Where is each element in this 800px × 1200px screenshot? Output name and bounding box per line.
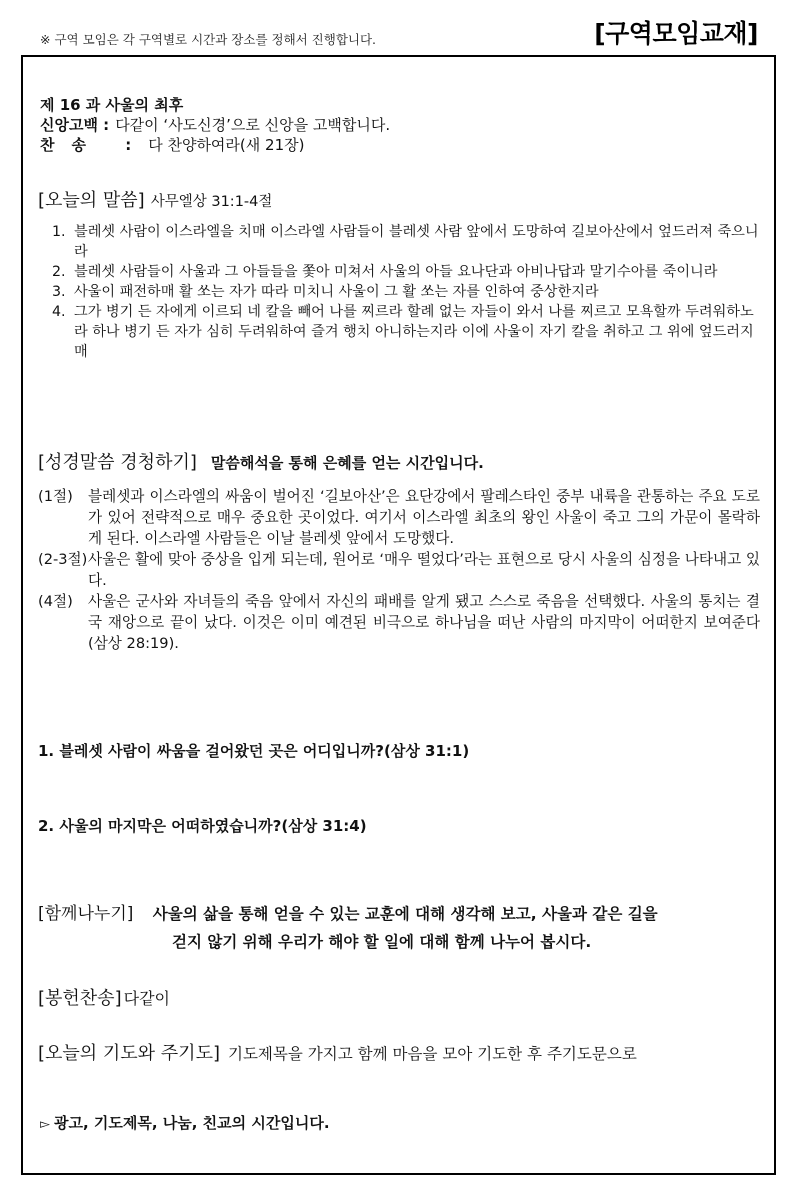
explanation-tag: (4절) [38, 593, 73, 610]
share-text-line-2: 걷지 않기 위해 우리가 해야 할 일에 대해 함께 나누어 봅시다. [172, 933, 592, 951]
hymn-label: 찬송 : [40, 136, 149, 154]
offering-section [38, 988, 170, 1010]
share-text-line-1: 사울의 삶을 통해 얻을 수 있는 교훈에 대해 생각해 보고, 사울과 같은 길을 [152, 905, 658, 923]
footer-text: 광고, 기도제목, 나눔, 친교의 시간입니다. [54, 1114, 330, 1132]
explanation-item [38, 591, 760, 654]
listen-section-subtitle: 말씀해석을 통해 은혜를 얻는 시간입니다. [210, 454, 484, 472]
prayer-text: 기도제목을 가지고 함께 마음을 모아 기도한 후 주기도문으로 [227, 1045, 637, 1063]
verse-text: 블레셋 사람들이 사울과 그 아들들을 쫓아 미쳐서 사울의 아들 요나단과 아비나답과 말기수아를 죽이니라 [74, 264, 718, 280]
confession-value: 다같이 ‘사도신경’으로 신앙을 고백합니다. [115, 116, 391, 134]
explanation-item [38, 549, 760, 591]
prayer-section-title: [오늘의 기도와 주기도] [38, 1043, 220, 1064]
explanation-item [38, 486, 760, 549]
word-section-title: [오늘의 말씀] [38, 190, 145, 211]
offering-section-title: [봉헌찬송] [38, 988, 122, 1009]
explanation-text: 사울은 활에 맞아 중상을 입게 되는데, 원어로 ‘매우 떨었다’라는 표현으로 당시 사울의 심정을 나타내고 있다. [88, 551, 760, 589]
verse-text: 사울이 패전하매 활 쏘는 자가 따라 미치니 사울이 그 활 쏘는 자를 인하여 중상한지라 [74, 284, 599, 300]
verse-text: 그가 병기 든 자에게 이르되 네 칼을 빼어 나를 찌르라 할례 없는 자들이 와서 나를 찌르고 모욕할까 두려워하노라 하나 병기 든 자가 심히 두려워하여 즐겨 행치 아니하는지라 이에 사울이 자기 칼을 취하고 그 위에 엎드러지매 [74, 304, 754, 360]
explanation-tag: (1절) [38, 488, 73, 505]
explanation-tag: (2-3절) [38, 551, 88, 568]
hymn-value: 다 찬양하여라(새 21장) [148, 136, 305, 154]
footer-line [40, 1112, 330, 1133]
verse-number: 3. [52, 284, 66, 300]
verse-list [52, 222, 764, 362]
listen-section-title: [성경말씀 경청하기] [38, 452, 197, 473]
word-section-header [38, 190, 272, 213]
question-2: 2. 사울의 마지막은 어떠하였습니까?(삼상 31:4) [38, 817, 367, 835]
confession-row [40, 115, 390, 135]
verse-number: 4. [52, 304, 66, 320]
verse-number: 2. [52, 264, 66, 280]
verse-item [52, 302, 764, 362]
share-line-1 [38, 900, 768, 928]
page-title: [구역모임교재] [594, 19, 758, 48]
explanation-text: 블레셋과 이스라엘의 싸움이 벌어진 ‘길보아산’은 요단강에서 팔레스타인 중부 내륙을 관통하는 주요 도로가 있어 전략적으로 매우 중요한 곳이었다. 여기서 이스라엘 최초의 왕인 사울이 죽고 그의 가문이 몰락하게 된다. 이스라엘 사람들은 이날 블레셋 앞에서 도망했다. [88, 488, 760, 547]
lesson-title: 제 16 과 사울의 최후 [40, 96, 184, 114]
share-section [38, 900, 768, 956]
verse-text: 블레셋 사람이 이스라엘을 치매 이스라엘 사람들이 블레셋 사람 앞에서 도망하여 길보아산에서 엎드러져 죽으니라 [74, 224, 759, 260]
verse-item [52, 222, 764, 262]
explanation-text: 사울은 군사와 자녀들의 죽음 앞에서 자신의 패배를 알게 됐고 스스로 죽음을 선택했다. 사울의 통치는 결국 재앙으로 끝이 났다. 이것은 이미 예견된 비극으로 하나님을 떠난 사람의 마지막이 어떠한지 보여준다(삼상 28:19). [88, 593, 760, 652]
verse-number: 1. [52, 224, 66, 240]
question-1: 1. 블레셋 사람이 싸움을 걸어왔던 곳은 어디입니까?(삼상 31:1) [38, 742, 470, 760]
share-section-title: [함께나누기] [38, 904, 134, 924]
top-note: ※ 구역 모임은 각 구역별로 시간과 장소를 정해서 진행합니다. [40, 32, 377, 47]
offering-text: 다같이 [123, 989, 170, 1008]
hymn-row [40, 135, 390, 155]
lesson-header [40, 95, 390, 155]
prayer-section [38, 1043, 637, 1065]
confession-label: 신앙고백 : [40, 116, 110, 134]
listen-section-header [38, 452, 484, 474]
verse-item [52, 262, 764, 282]
triangle-right-outline-icon: ▻ [40, 1117, 50, 1132]
verse-item [52, 282, 764, 302]
verse-list-container [52, 222, 764, 362]
explanation-list [38, 486, 760, 654]
word-reference: 사무엘상 31:1-4절 [150, 194, 273, 210]
